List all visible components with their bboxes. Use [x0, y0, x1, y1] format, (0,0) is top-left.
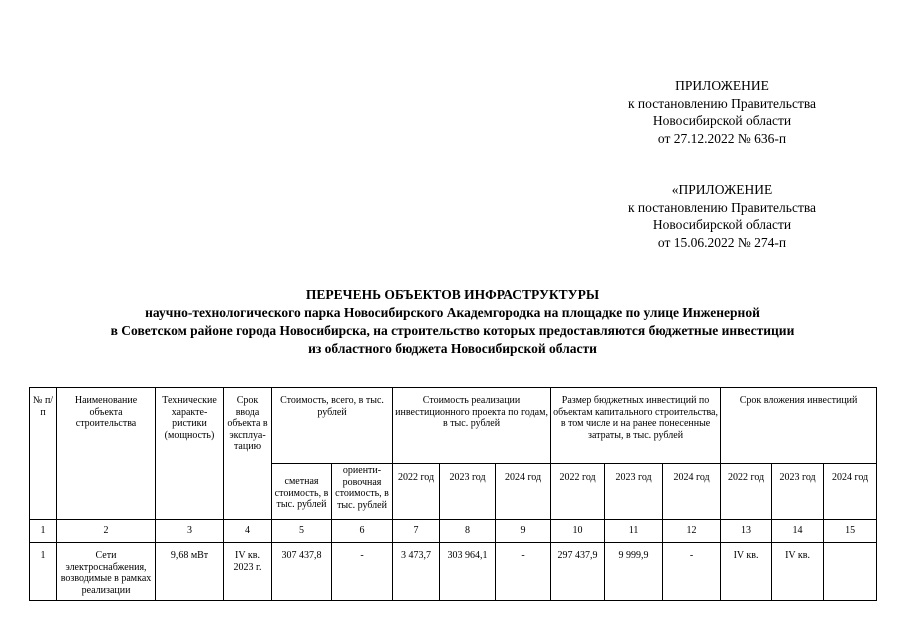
column-number: 6 — [332, 520, 393, 543]
header-cost-project: Стоимость реализации инвестиционного проекта по годам, в тыс. рублей — [393, 388, 551, 464]
appendix-line: от 15.06.2022 № 274-п — [657, 234, 787, 250]
subheader-year: 2023 год — [440, 464, 496, 520]
column-number: 14 — [772, 520, 824, 543]
title-line: научно-технологического парка Новосибирского Академгородка на площадке по улице Инженерной — [145, 305, 760, 320]
table-row — [30, 543, 877, 601]
cell-budget-2024: - — [663, 543, 721, 601]
header-budget-size: Размер бюджетных инвестиций по объектам капитального строительства, в том числе и на ранее понесенные затраты, в тыс. рублей — [551, 388, 721, 464]
cell-invest-2023: IV кв. — [772, 543, 824, 601]
column-number: 3 — [156, 520, 224, 543]
header-invest-term: Срок вложения инвестиций — [721, 388, 877, 464]
subheader-year: 2022 год — [721, 464, 772, 520]
table-header-row — [30, 388, 877, 464]
cell-invest-2024 — [824, 543, 877, 601]
header-name: Наименование объекта строительства — [57, 388, 156, 520]
column-number: 12 — [663, 520, 721, 543]
appendix-line: к постановлению Правительства — [627, 95, 817, 111]
subheader-year: 2024 год — [663, 464, 721, 520]
column-number: 4 — [224, 520, 272, 543]
header-cost-total: Стоимость, всего, в тыс. рублей — [272, 388, 393, 464]
column-number: 8 — [440, 520, 496, 543]
column-number: 11 — [605, 520, 663, 543]
subheader-approx: ориенти-ровочная стоимость, в тыс. рублей — [332, 464, 393, 520]
subheader-estimated: сметная стоимость, в тыс. рублей — [272, 464, 332, 520]
header-num: № п/п — [30, 388, 57, 520]
column-number: 5 — [272, 520, 332, 543]
subheader-year: 2024 год — [824, 464, 877, 520]
cell-project-2024: - — [496, 543, 551, 601]
cell-term: IV кв. 2023 г. — [224, 543, 272, 601]
column-numbers-row — [30, 520, 877, 543]
document-title — [40, 286, 865, 358]
title-line: из областного бюджета Новосибирской области — [308, 341, 597, 356]
cell-tech: 9,68 мВт — [156, 543, 224, 601]
subheader-year: 2022 год — [551, 464, 605, 520]
appendix-current-block — [600, 77, 844, 147]
appendix-line: ПРИЛОЖЕНИЕ — [675, 78, 769, 93]
cell-estimated: 307 437,8 — [272, 543, 332, 601]
cell-approx: - — [332, 543, 393, 601]
column-number: 9 — [496, 520, 551, 543]
column-number: 7 — [393, 520, 440, 543]
column-number: 15 — [824, 520, 877, 543]
appendix-line: «ПРИЛОЖЕНИЕ — [671, 182, 773, 197]
cell-budget-2022: 297 437,9 — [551, 543, 605, 601]
appendix-line: к постановлению Правительства — [627, 199, 817, 215]
cell-invest-2022: IV кв. — [721, 543, 772, 601]
cell-name: Сети электроснабжения, возводимые в рамках реализации — [57, 543, 156, 601]
cell-project-2023: 303 964,1 — [440, 543, 496, 601]
header-term: Срок ввода объекта в эксплуа-тацию — [224, 388, 272, 520]
column-number: 13 — [721, 520, 772, 543]
header-tech: Технические характе-ристики (мощность) — [156, 388, 224, 520]
appendix-previous-block — [600, 181, 844, 251]
subheader-year: 2022 год — [393, 464, 440, 520]
subheader-year: 2024 год — [496, 464, 551, 520]
column-number: 1 — [30, 520, 57, 543]
appendix-line: Новосибирской области — [652, 217, 792, 232]
column-number: 2 — [57, 520, 156, 543]
subheader-year: 2023 год — [772, 464, 824, 520]
appendix-line: Новосибирской области — [652, 113, 792, 128]
title-line: в Советском районе города Новосибирска, на строительство которых предоставляются бюджетные инвестиции — [110, 323, 795, 338]
column-number: 10 — [551, 520, 605, 543]
subheader-year: 2023 год — [605, 464, 663, 520]
infrastructure-table — [29, 387, 877, 601]
title-heading: ПЕРЕЧЕНЬ ОБЪЕКТОВ ИНФРАСТРУКТУРЫ — [305, 287, 600, 302]
cell-project-2022: 3 473,7 — [393, 543, 440, 601]
cell-budget-2023: 9 999,9 — [605, 543, 663, 601]
appendix-line: от 27.12.2022 № 636-п — [657, 130, 787, 146]
cell-num: 1 — [30, 543, 57, 601]
